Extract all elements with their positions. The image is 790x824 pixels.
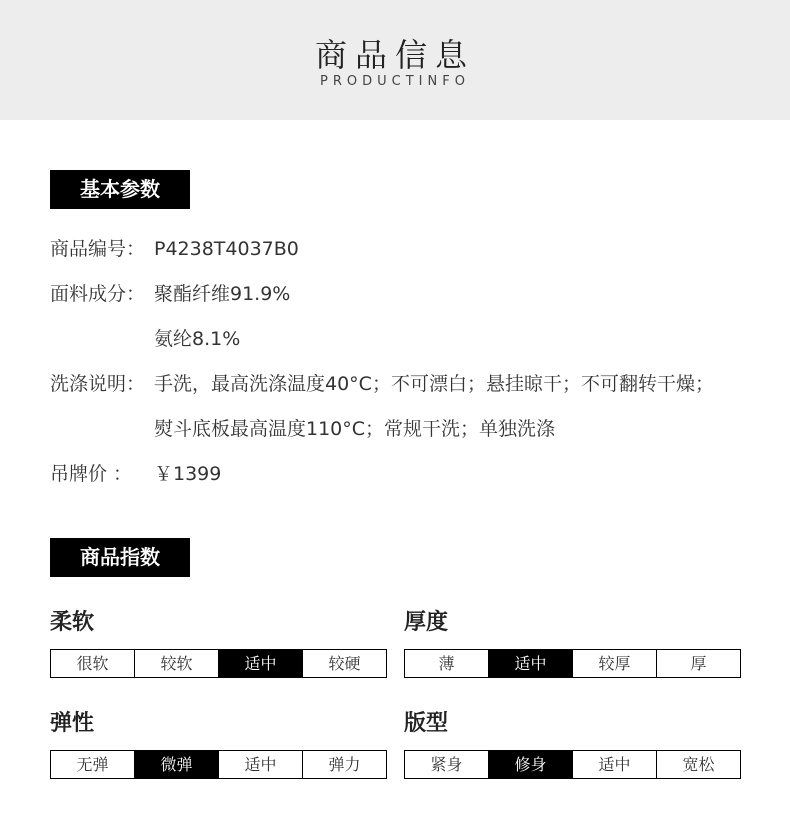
index-title-fit: 版型: [404, 711, 449, 736]
param-value: ￥1399: [154, 463, 222, 485]
scale-option: 较硬: [302, 650, 386, 677]
fit-scale: [404, 750, 741, 779]
param-row-fabric: [50, 282, 290, 306]
param-value-continued: 氨纶8.1%: [154, 328, 241, 350]
scale-option: 较软: [134, 650, 218, 677]
param-row-sku: [50, 237, 299, 261]
scale-option: 无弹: [76, 755, 109, 774]
index-title-elasticity: 弹性: [50, 711, 95, 736]
scale-option: 紧身: [430, 755, 463, 774]
param-label: 吊牌价 ：: [50, 463, 133, 485]
softness-scale: [50, 649, 387, 678]
scale-option: 适中: [572, 751, 656, 778]
param-value: 手洗，最高洗涤温度40°C；不可漂白；悬挂晾干；不可翻转干燥；: [154, 373, 714, 395]
param-row-washing: [50, 372, 714, 396]
thickness-scale: [404, 649, 741, 678]
param-value: P4238T4037B0: [154, 238, 299, 260]
basic-params-tag: 基本参数: [50, 170, 190, 209]
scale-option-selected: 修身: [488, 751, 572, 778]
index-title-softness: 柔软: [50, 610, 95, 635]
param-label: 洗涤说明：: [50, 373, 146, 395]
page-title: 商品信息: [314, 36, 475, 74]
elasticity-scale: [50, 750, 387, 779]
param-label: 商品编号：: [50, 238, 146, 260]
param-label: 面料成分：: [50, 283, 146, 305]
scale-option-selected: 微弹: [134, 751, 218, 778]
scale-option-selected: 适中: [488, 650, 572, 677]
page-subtitle: PRODUCTINFO: [320, 74, 470, 89]
index-title-thickness: 厚度: [404, 610, 449, 635]
scale-option: 很软: [76, 654, 109, 673]
param-row-price: [50, 462, 221, 486]
param-value-continued: 熨斗底板最高温度110°C；常规干洗；单独洗涤: [154, 418, 556, 440]
scale-option: 宽松: [656, 751, 740, 778]
scale-option: 弹力: [302, 751, 386, 778]
scale-option: 适中: [218, 751, 302, 778]
scale-option: 较厚: [572, 650, 656, 677]
scale-option: 薄: [438, 654, 455, 673]
scale-option-selected: 适中: [218, 650, 302, 677]
page-header: [0, 0, 790, 120]
scale-option: 厚: [656, 650, 740, 677]
param-value: 聚酯纤维91.9%: [154, 283, 291, 305]
product-index-tag: 商品指数: [50, 538, 190, 577]
